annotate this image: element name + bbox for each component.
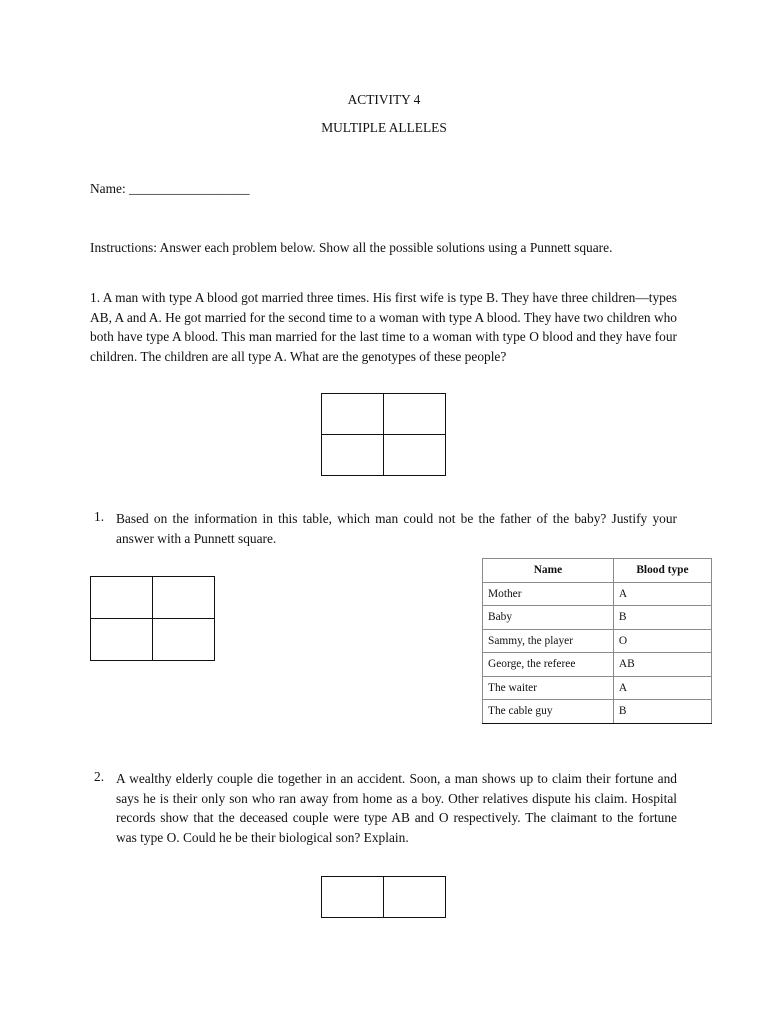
column-header-blood-type: Blood type (613, 559, 711, 583)
table-row (483, 653, 712, 677)
punnett-cell (322, 877, 384, 918)
table-row (483, 582, 712, 606)
table-cell-name: Sammy, the player (483, 629, 614, 653)
punnett-cell (322, 394, 384, 435)
punnett-cell (91, 619, 153, 661)
activity-subtitle: MULTIPLE ALLELES (321, 120, 447, 135)
activity-title: ACTIVITY 4 (347, 92, 421, 107)
problem-2-text: Based on the information in this table, which man could not be the father of the baby? Justify your answer with a Punnett square. (116, 511, 677, 546)
blood-type-table (482, 558, 712, 724)
column-header-name: Name (483, 559, 614, 583)
table-row (483, 700, 712, 724)
problem-2-number: 1. (94, 509, 105, 524)
table-row (483, 629, 712, 653)
punnett-cell (153, 577, 215, 619)
punnett-square-2 (90, 576, 215, 661)
table-row (483, 676, 712, 700)
problem-2 (94, 509, 677, 548)
table-cell-name: Mother (483, 582, 614, 606)
problem-3-number: 2. (94, 769, 105, 784)
table-cell-blood-type: B (613, 606, 711, 630)
punnett-square-3 (321, 876, 446, 918)
table-row (483, 606, 712, 630)
table-cell-name: George, the referee (483, 653, 614, 677)
table-header-row (483, 559, 712, 583)
punnett-cell (384, 877, 446, 918)
table-cell-blood-type: O (613, 629, 711, 653)
punnett-cell (384, 435, 446, 476)
name-field[interactable]: Name: __________________ (90, 181, 250, 196)
instructions: Instructions: Answer each problem below. Show all the possible solutions using a Punnett square. (90, 240, 613, 255)
punnett-cell (322, 435, 384, 476)
table-cell-name: The cable guy (483, 700, 614, 724)
punnett-cell (384, 394, 446, 435)
problem-1-text: 1. A man with type A blood got married three times. His first wife is type B. They have three children—types AB, A and A. He got married for the second time to a woman with type A blood. They have two children who both have type A blood. This man married for the last time to a woman with type O blood and they have four children. The children are all type A. What are the genotypes of these people? (90, 290, 677, 364)
punnett-square-1 (321, 393, 446, 476)
table-cell-blood-type: A (613, 676, 711, 700)
table-cell-blood-type: AB (613, 653, 711, 677)
punnett-cell (91, 577, 153, 619)
table-cell-blood-type: A (613, 582, 711, 606)
problem-3-text: A wealthy elderly couple die together in an accident. Soon, a man shows up to claim their fortune and says he is their only son who ran away from home as a boy. Other relatives dispute his claim. Hospital records show that the deceased couple were type AB and O respectively. The claimant to the fortune was type O. Could he be their biological son? Explain. (116, 771, 677, 845)
table-cell-blood-type: B (613, 700, 711, 724)
table-cell-name: The waiter (483, 676, 614, 700)
table-cell-name: Baby (483, 606, 614, 630)
punnett-cell (153, 619, 215, 661)
problem-3 (94, 769, 677, 847)
